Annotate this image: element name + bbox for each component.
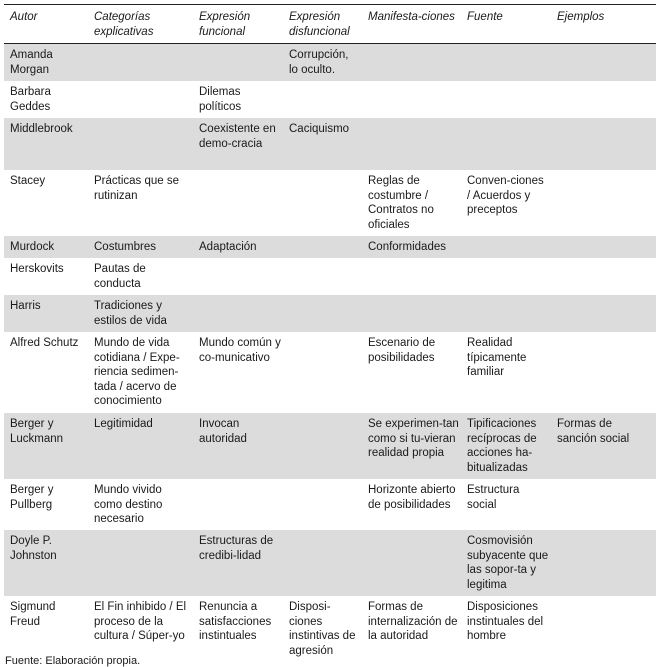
cell-ejemplos: Formas de sanción social (557, 418, 630, 445)
cell-disfuncional: Caciquismo (289, 123, 350, 135)
table-row (4, 170, 656, 236)
cell-disfuncional (283, 170, 362, 236)
cell-categorias: Mundo de vida cotidiana / Expe-riencia sedimen-tada / acervo de conocimiento (94, 337, 180, 408)
cell-fuente (461, 44, 551, 81)
cell-fuente (461, 236, 551, 258)
cell-manifestaciones: Horizonte abierto de posibilidades (368, 484, 456, 511)
cell-ejemplos (551, 170, 656, 236)
cell-funcional (193, 44, 283, 81)
cell-fuente (461, 258, 551, 295)
cell-disfuncional (283, 81, 362, 118)
cell-autor: Barbara Geddes (10, 86, 51, 113)
cell-manifestaciones (362, 81, 461, 118)
cell-categorias: Pautas de conducta (94, 263, 146, 290)
cell-funcional: Dilemas políticos (199, 86, 242, 113)
authors-table (4, 4, 656, 666)
cell-categorias: Mundo vivido como destino necesario (94, 484, 163, 526)
cell-fuente: Realidad típicamente familiar (467, 337, 527, 379)
cell-disfuncional (283, 530, 362, 596)
cell-fuente: Cosmovisión subyacente que las sopor-ta y legitima (467, 535, 549, 591)
cell-categorias: Legitimidad (94, 418, 153, 430)
cell-categorias: El Fin inhibido / El proceso de la cultura / Súper-yo (94, 601, 187, 643)
cell-categorias (88, 530, 193, 596)
cell-ejemplos (551, 258, 656, 295)
header-autor: Autor (10, 11, 38, 23)
cell-funcional (193, 258, 283, 295)
table-row (4, 236, 656, 258)
cell-autor: Herskovits (10, 263, 64, 275)
cell-disfuncional (283, 258, 362, 295)
table-header-row (4, 5, 656, 44)
cell-manifestaciones (362, 295, 461, 332)
cell-manifestaciones (362, 44, 461, 81)
cell-ejemplos (551, 236, 656, 258)
cell-fuente: Conven-ciones / Acuerdos y preceptos (467, 175, 544, 217)
cell-fuente: Tipificaciones recíprocas de acciones ha-bitualizadas (467, 418, 537, 474)
cell-manifestaciones (362, 118, 461, 170)
cell-fuente (461, 295, 551, 332)
table-row (4, 295, 656, 332)
cell-fuente: Disposiciones instintuales del hombre (467, 601, 544, 643)
table-row (4, 332, 656, 413)
cell-funcional: Invocan autoridad (199, 418, 247, 445)
header-funcional: Expresión funcional (199, 11, 251, 38)
cell-manifestaciones (362, 530, 461, 596)
cell-manifestaciones (362, 258, 461, 295)
cell-funcional: Coexistente en demo-cracia (199, 123, 276, 150)
cell-fuente: Estructura social (467, 484, 520, 511)
cell-ejemplos (551, 332, 656, 413)
cell-disfuncional: Disposi-ciones instintivas de agresión (289, 601, 356, 657)
cell-manifestaciones: Formas de internalización de la autoridad (368, 601, 458, 643)
cell-autor: Stacey (10, 175, 46, 187)
cell-manifestaciones: Reglas de costumbre / Contratos no oficiales (368, 175, 434, 231)
cell-categorias: Costumbres (94, 241, 156, 253)
cell-categorias (88, 44, 193, 81)
header-disfuncional: Expresión disfuncional (289, 11, 350, 38)
cell-funcional: Adaptación (199, 241, 257, 253)
cell-ejemplos (551, 81, 656, 118)
cell-fuente (461, 118, 551, 170)
cell-ejemplos (551, 530, 656, 596)
cell-autor: Murdock (10, 241, 55, 253)
header-ejemplos: Ejemplos (557, 11, 605, 23)
cell-funcional (193, 295, 283, 332)
cell-funcional (193, 170, 283, 236)
table-row (4, 413, 656, 479)
table-row (4, 118, 656, 170)
cell-ejemplos (551, 295, 656, 332)
cell-ejemplos (551, 479, 656, 530)
table-row (4, 530, 656, 596)
cell-funcional: Mundo común y co-municativo (199, 337, 281, 364)
cell-autor: Sigmund Freud (10, 601, 56, 628)
cell-autor: Amanda Morgan (10, 49, 53, 76)
cell-categorias: Prácticas que se rutinizan (94, 175, 180, 202)
cell-funcional: Estructuras de credibi-lidad (199, 535, 274, 562)
cell-disfuncional (283, 413, 362, 479)
cell-ejemplos (551, 596, 656, 666)
source-note: Fuente: Elaboración propia. (5, 655, 141, 667)
cell-funcional (193, 479, 283, 530)
cell-ejemplos (551, 44, 656, 81)
table-row (4, 479, 656, 530)
cell-autor: Middlebrook (10, 123, 73, 135)
cell-disfuncional: Corrupción, lo oculto. (289, 49, 349, 76)
cell-autor: Doyle P. Johnston (10, 535, 57, 562)
cell-disfuncional (283, 479, 362, 530)
cell-disfuncional (283, 332, 362, 413)
cell-disfuncional (283, 236, 362, 258)
cell-funcional: Renuncia a satisfacciones instintuales (199, 601, 272, 643)
header-fuente: Fuente (467, 11, 503, 23)
table-row (4, 258, 656, 295)
table-row (4, 81, 656, 118)
header-manifestaciones: Manifesta-ciones (368, 11, 455, 23)
cell-manifestaciones: Escenario de posibilidades (368, 337, 436, 364)
table-row (4, 44, 656, 81)
header-categorias: Categorías explicativas (94, 11, 154, 38)
cell-categorias: Tradiciones y estilos de vida (94, 300, 167, 327)
cell-autor: Berger y Pullberg (10, 484, 54, 511)
cell-categorias (88, 118, 193, 170)
cell-ejemplos (551, 118, 656, 170)
cell-autor: Berger y Luckmann (10, 418, 64, 445)
cell-manifestaciones: Se experimen-tan como si tu-vieran realidad propia (368, 418, 459, 460)
table-body (4, 44, 656, 666)
cell-manifestaciones: Conformidades (368, 241, 446, 253)
cell-fuente (461, 81, 551, 118)
cell-categorias (88, 81, 193, 118)
cell-autor: Harris (10, 300, 41, 312)
cell-autor: Alfred Schutz (10, 337, 79, 349)
cell-disfuncional (283, 295, 362, 332)
